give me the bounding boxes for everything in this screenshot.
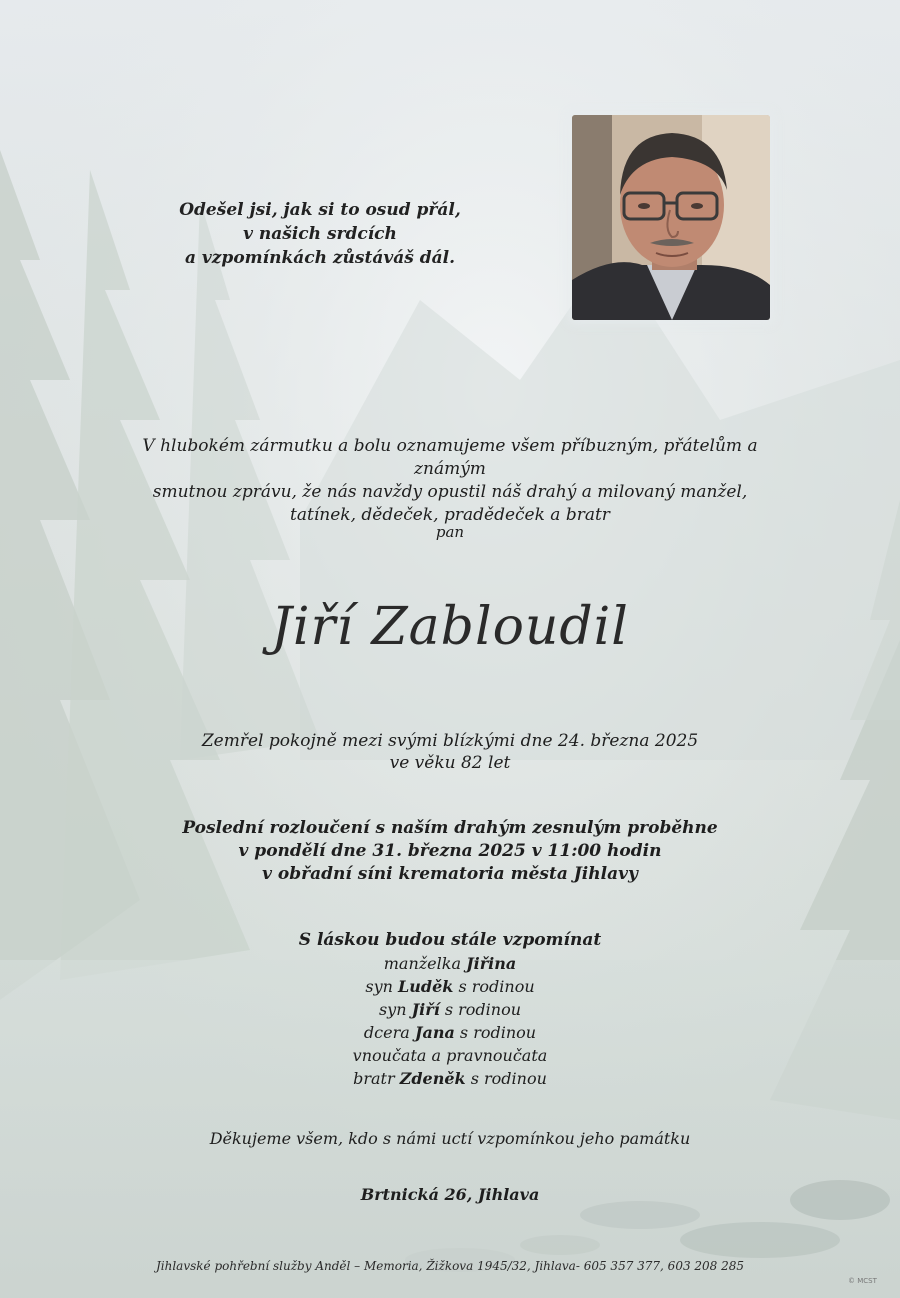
mourner-relation: vnoučata a pravnoučata (352, 1046, 548, 1065)
mourner-relation: manželka (383, 954, 467, 973)
mourner-item (0, 1067, 900, 1090)
mourner-name: Jiřina (466, 954, 517, 973)
mourners-list (0, 929, 900, 1090)
death-age-line: ve věku 82 let (389, 753, 511, 773)
mourner-item (0, 1044, 900, 1067)
deceased-name: Jiří Zabloudil (271, 597, 629, 657)
mourner-relation: syn (378, 1000, 412, 1019)
portrait-photo (572, 115, 770, 320)
mourner-suffix: s rodinou (454, 1023, 537, 1042)
mourner-name: Zdeněk (399, 1069, 466, 1088)
verse-line: v našich srdcích (243, 224, 397, 244)
portrait-photo-icon (572, 115, 770, 320)
copyright-watermark: © MCST (848, 1277, 877, 1285)
funeral-service-footer: Jihlavské pohřební služby Anděl – Memoria, Žižkova 1945/32, Jihlava- 605 357 377, 603 208 285 (155, 1259, 745, 1273)
death-notice (0, 730, 900, 774)
verse-line: a vzpomínkách zůstáváš dál. (184, 248, 456, 268)
announcement-text (130, 435, 770, 527)
mourner-item (0, 998, 900, 1021)
funeral-line: Poslední rozloučení s naším drahým zesnulým proběhne (182, 818, 718, 838)
memorial-verse (150, 198, 490, 270)
mourner-relation: syn (365, 977, 399, 996)
death-date-line: Zemřel pokojně mezi svými blízkými dne 24. března 2025 (201, 731, 699, 751)
mourner-item (0, 1021, 900, 1044)
thanks-line: Děkujeme všem, kdo s námi uctí vzpomínkou jeho památku (209, 1129, 691, 1148)
mourner-item (0, 975, 900, 998)
announcement-line: V hlubokém zármutku a bolu oznamujeme všem příbuzným, přátelům a známým (142, 436, 758, 479)
funeral-line: v obřadní síni krematoria města Jihlavy (262, 864, 638, 884)
funeral-details (0, 817, 900, 886)
mourner-relation: bratr (353, 1069, 400, 1088)
mourner-item (0, 952, 900, 975)
honorific: pan (435, 523, 465, 541)
mourners-heading: S láskou budou stále vzpomínat (298, 930, 602, 950)
verse-line: Odešel jsi, jak si to osud přál, (179, 200, 461, 220)
announcement-line: smutnou zprávu, že nás navždy opustil náš drahý a milovaný manžel, (152, 482, 748, 502)
announcement-line: tatínek, dědeček, pradědeček a bratr (290, 505, 610, 525)
mourner-suffix: s rodinou (465, 1069, 547, 1088)
mourner-name: Jiří (411, 1000, 440, 1019)
mourner-name: Jana (414, 1023, 455, 1042)
home-address: Brtnická 26, Jihlava (360, 1185, 540, 1204)
funeral-line: v pondělí dne 31. března 2025 v 11:00 hodin (238, 841, 662, 861)
mourner-suffix: s rodinou (453, 977, 535, 996)
mourner-suffix: s rodinou (439, 1000, 522, 1019)
mourner-name: Luděk (398, 977, 454, 996)
mourner-relation: dcera (363, 1023, 415, 1042)
